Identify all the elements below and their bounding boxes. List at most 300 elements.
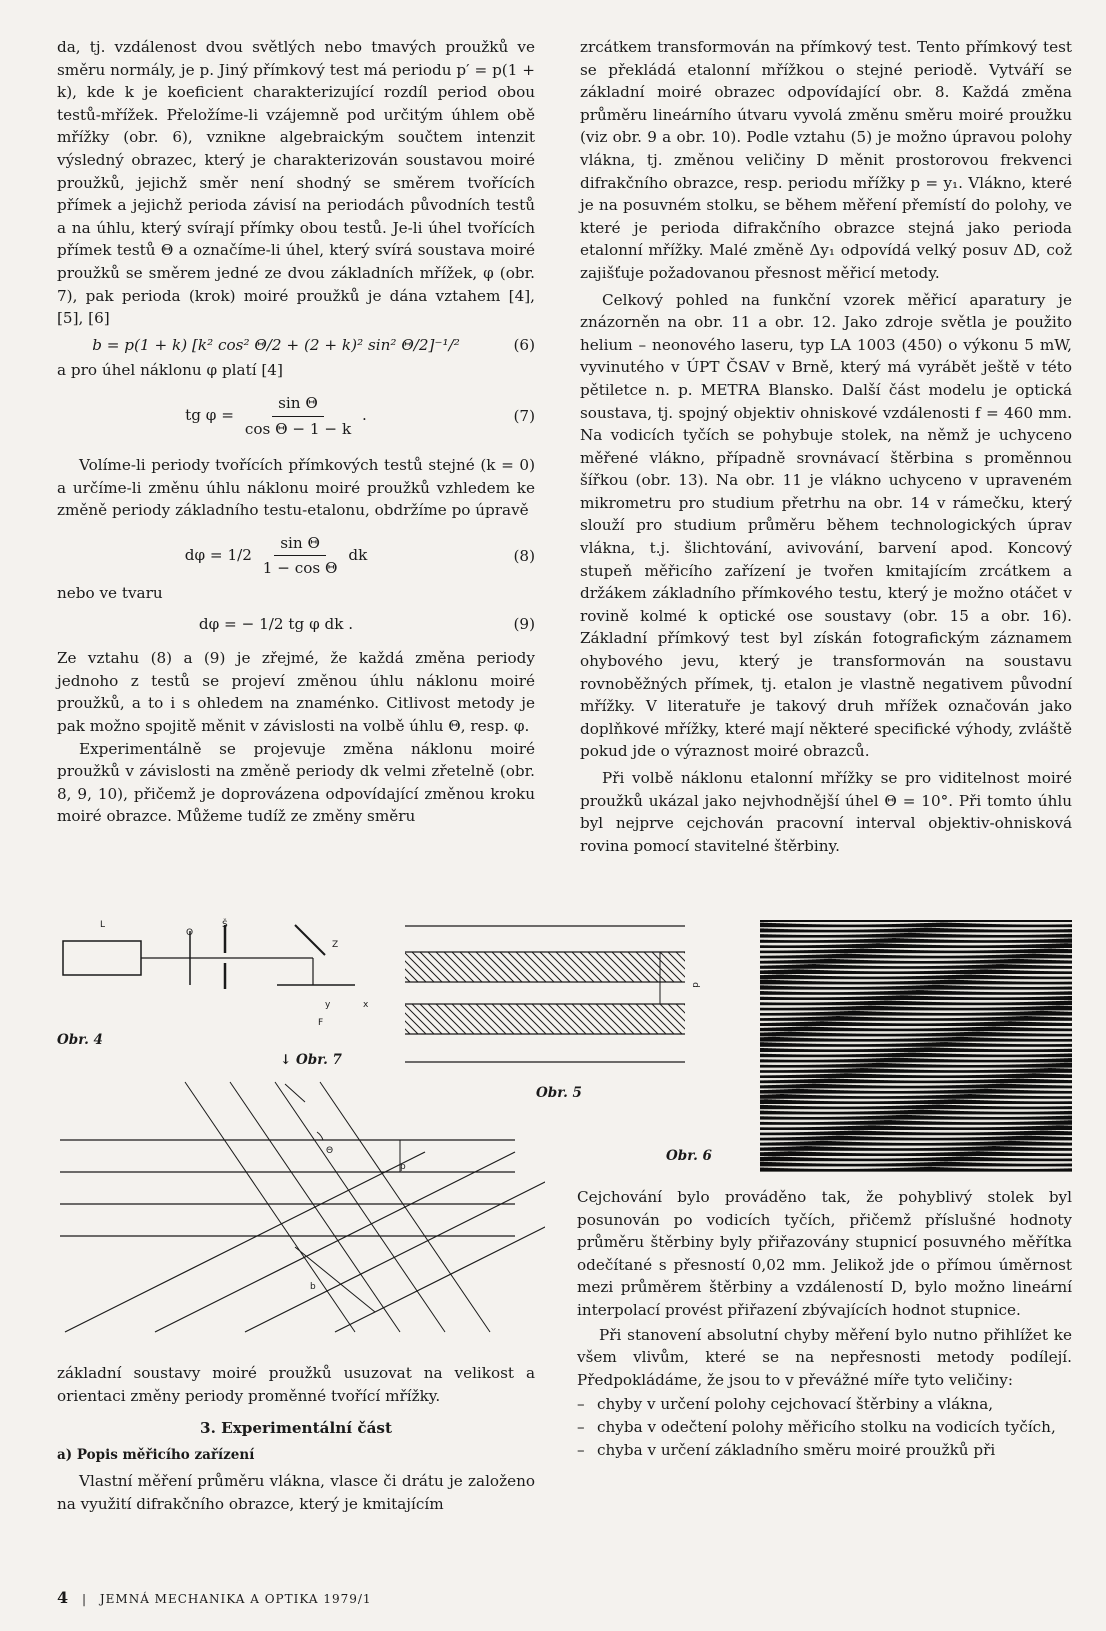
moire-line — [964, 1125, 968, 1128]
moire-line — [796, 938, 800, 941]
moire-line — [824, 964, 828, 965]
moire-line — [892, 1073, 896, 1075]
moire-line — [816, 1099, 820, 1101]
moire-line — [856, 1088, 860, 1090]
moire-line — [1020, 1042, 1024, 1045]
moire-line — [920, 1031, 924, 1033]
moire-line — [856, 984, 860, 987]
moire-line — [1040, 984, 1044, 987]
moire-line — [1068, 1130, 1072, 1131]
moire-line — [828, 1156, 832, 1158]
moire-line — [884, 1109, 888, 1111]
moire-line — [968, 1099, 972, 1100]
moire-line — [832, 1016, 836, 1017]
hatch-line — [476, 952, 506, 982]
moire-line — [924, 1010, 928, 1012]
moire-line — [824, 1073, 828, 1074]
moire-line — [864, 974, 868, 977]
moire-line — [952, 969, 956, 970]
moire-line — [884, 948, 888, 949]
moire-line — [1068, 1156, 1072, 1159]
moire-line — [912, 932, 916, 933]
hatch-line — [636, 1004, 666, 1034]
moire-line — [856, 958, 860, 959]
moire-line — [868, 1068, 872, 1069]
moire-line — [768, 1021, 772, 1023]
moire-line — [960, 964, 964, 966]
moire-line — [1040, 1031, 1044, 1033]
moire-line — [916, 958, 920, 961]
moire-line — [880, 984, 884, 986]
moire-line — [1060, 1114, 1064, 1115]
moire-line — [908, 1026, 912, 1029]
moire-line — [972, 1088, 976, 1089]
moire-line — [948, 948, 952, 951]
moire-line — [964, 922, 968, 923]
moire-line — [816, 1109, 820, 1112]
moire-line — [992, 1036, 996, 1038]
moire-line — [984, 1036, 988, 1037]
moire-line — [1048, 1031, 1052, 1033]
moire-line — [848, 1083, 852, 1085]
moire-line — [836, 1000, 840, 1002]
moire-line — [988, 1125, 992, 1127]
moire-line — [828, 1042, 832, 1044]
moire-line — [848, 1036, 852, 1039]
moire-line — [972, 1166, 976, 1168]
moire-line — [772, 938, 776, 940]
moire-line — [816, 1016, 820, 1017]
moire-line — [820, 990, 824, 993]
moire-line — [824, 974, 828, 976]
moire-line — [1060, 1042, 1064, 1044]
moire-line — [856, 1021, 860, 1023]
moire-line — [780, 979, 784, 980]
moire-line — [936, 1151, 940, 1153]
moire-line — [1048, 1005, 1052, 1006]
moire-line — [1048, 927, 1052, 929]
moire-line — [1012, 1016, 1016, 1017]
moire-line — [1012, 984, 1016, 987]
moire-line — [940, 984, 944, 985]
moire-line — [888, 1094, 892, 1097]
moire-line — [856, 1026, 860, 1028]
moire-line — [848, 1057, 852, 1059]
moire-line — [964, 1083, 968, 1085]
moire-line — [796, 1005, 800, 1007]
moire-line — [920, 1166, 924, 1167]
moire-line — [876, 948, 880, 949]
moire-line — [1012, 927, 1016, 930]
moire-line — [1048, 1109, 1052, 1111]
moire-line — [1064, 1031, 1068, 1034]
moire-line — [832, 1125, 836, 1127]
moire-line — [908, 1109, 912, 1110]
moire-line — [980, 1010, 984, 1012]
moire-line — [888, 1130, 892, 1132]
moire-line — [884, 1021, 888, 1023]
moire-line — [992, 1088, 996, 1089]
moire-line — [968, 1161, 972, 1162]
moire-line — [896, 958, 900, 960]
moire-line — [1028, 1010, 1032, 1011]
moire-line — [892, 1161, 896, 1163]
moire-line — [836, 1088, 840, 1090]
moire-line — [764, 1135, 768, 1137]
moire-line — [816, 922, 820, 924]
moire-line — [916, 1161, 920, 1162]
moire-line — [788, 1156, 792, 1157]
moire-line — [1024, 1130, 1028, 1131]
moire-line — [820, 1151, 824, 1153]
moire-line — [768, 1005, 772, 1008]
moire-line — [1012, 1161, 1016, 1163]
moire-line — [868, 984, 872, 986]
moire-line — [852, 1114, 856, 1116]
moire-line — [1000, 1052, 1004, 1055]
moire-line — [1008, 958, 1012, 959]
moire-line — [912, 1094, 916, 1096]
moire-line — [908, 1135, 912, 1137]
moire-line — [964, 1104, 968, 1105]
moire-line — [960, 1146, 964, 1148]
moire-line — [932, 1057, 936, 1059]
moire-line — [836, 1099, 840, 1101]
moire-line — [780, 1031, 784, 1032]
moire-line — [976, 938, 980, 941]
moire-line — [844, 1031, 848, 1033]
moire-line — [1060, 964, 1064, 966]
moire-line — [1008, 1166, 1012, 1169]
moire-line — [936, 1125, 940, 1127]
moire-line — [812, 1146, 816, 1147]
moire-line — [1048, 932, 1052, 934]
moire-line — [892, 958, 896, 960]
moire-line — [864, 1099, 868, 1102]
moire-line — [928, 1036, 932, 1037]
moire-line — [976, 922, 980, 924]
moire-line — [856, 1057, 860, 1059]
moire-line — [848, 984, 852, 987]
moire-line — [900, 990, 904, 991]
moire-line — [836, 1021, 840, 1022]
moire-line — [936, 969, 940, 971]
moire-line — [808, 1104, 812, 1106]
moire-line — [856, 1114, 860, 1116]
moire-line — [1056, 1047, 1060, 1049]
moire-line — [1064, 974, 1068, 977]
moire-line — [788, 1026, 792, 1027]
moire-line — [996, 1083, 1000, 1084]
moire-line — [1056, 974, 1060, 977]
hatch-line — [556, 1004, 586, 1034]
moire-line — [968, 927, 972, 929]
moire-line — [932, 1010, 936, 1013]
moire-line — [844, 1099, 848, 1102]
moire-line — [1068, 1140, 1072, 1142]
moire-line — [1020, 1130, 1024, 1131]
moire-line — [1056, 1021, 1060, 1023]
moire-line — [776, 953, 780, 955]
hatch-line — [652, 952, 682, 982]
moire-line — [1000, 1146, 1004, 1147]
moire-line — [968, 922, 972, 923]
moire-line — [872, 938, 876, 939]
moire-line — [980, 974, 984, 975]
moire-line — [1052, 932, 1056, 934]
moire-line — [832, 1114, 836, 1116]
moire-line — [816, 953, 820, 954]
moire-line — [1052, 1099, 1056, 1102]
moire-line — [884, 927, 888, 929]
moire-line — [1060, 979, 1064, 982]
moire-line — [940, 1140, 944, 1142]
moire-line — [796, 1099, 800, 1101]
moire-line — [868, 1151, 872, 1154]
moire-line — [784, 1130, 788, 1132]
moire-line — [772, 1005, 776, 1008]
moire-line — [808, 958, 812, 959]
moire-line — [880, 1073, 884, 1075]
moire-line — [924, 1151, 928, 1153]
moire-line — [800, 1104, 804, 1106]
moire-line — [1004, 984, 1008, 986]
moire-line — [1008, 1125, 1012, 1127]
moire-line — [888, 948, 892, 949]
moire-line — [788, 932, 792, 934]
moire-line — [1056, 1104, 1060, 1106]
moire-line — [812, 1005, 816, 1007]
moire-line — [776, 1151, 780, 1152]
moire-line — [948, 1166, 952, 1167]
moire-line — [1056, 1109, 1060, 1111]
moire-line — [760, 984, 764, 985]
moire-line — [944, 1099, 948, 1100]
moire-line — [916, 1057, 920, 1058]
moire-line — [1004, 1120, 1008, 1122]
moire-line — [916, 1088, 920, 1090]
moire-line — [868, 1120, 872, 1121]
moire-line — [1048, 995, 1052, 997]
moire-line — [800, 1094, 804, 1095]
moire-line — [924, 1005, 928, 1007]
moire-line — [760, 1161, 764, 1162]
hatch-line — [420, 952, 450, 982]
moire-line — [808, 984, 812, 986]
moire-line — [1052, 995, 1056, 997]
moire-line — [768, 1078, 772, 1080]
moire-line — [1020, 1005, 1024, 1007]
moire-line — [800, 1078, 804, 1079]
moire-line — [864, 969, 868, 971]
moire-line — [768, 1083, 772, 1085]
moire-line — [980, 984, 984, 986]
moire-line — [984, 1156, 988, 1157]
hatch-line — [652, 1004, 682, 1034]
moire-line — [1064, 1120, 1068, 1121]
moire-line — [860, 1104, 864, 1106]
moire-line — [824, 1161, 828, 1163]
moire-line — [828, 1120, 832, 1122]
moire-line — [912, 1031, 916, 1033]
moire-line — [932, 1062, 936, 1064]
moire-line — [804, 1052, 808, 1055]
fig4-caption: Obr. 4 — [57, 1032, 103, 1048]
moire-line — [928, 958, 932, 961]
moire-line — [764, 1047, 768, 1048]
moire-line — [1020, 969, 1024, 971]
moire-line — [856, 1036, 860, 1039]
moire-line — [956, 1135, 960, 1137]
moire-line — [788, 995, 792, 997]
moire-line — [1036, 1073, 1040, 1074]
moire-line — [1048, 1151, 1052, 1153]
moire-line — [796, 1114, 800, 1117]
moire-line — [772, 990, 776, 992]
moire-line — [1068, 1016, 1072, 1018]
moire-line — [920, 969, 924, 971]
moire-line — [764, 1120, 768, 1122]
moire-line — [1012, 1068, 1016, 1070]
moire-line — [812, 1073, 816, 1075]
moire-line — [816, 943, 820, 945]
moire-line — [788, 969, 792, 970]
moire-line — [780, 1042, 784, 1043]
moire-line — [784, 1062, 788, 1065]
moire-line — [828, 1125, 832, 1127]
moire-line — [776, 1156, 780, 1157]
moire-line — [960, 1021, 964, 1023]
moire-line — [780, 990, 784, 992]
moire-line — [900, 948, 904, 950]
moire-line — [944, 1151, 948, 1153]
moire-line — [804, 948, 808, 950]
moire-line — [952, 1047, 956, 1048]
moire-line — [1064, 979, 1068, 981]
moire-line — [944, 1088, 948, 1090]
hatch-line — [492, 1004, 522, 1034]
moire-line — [1004, 1005, 1008, 1007]
moire-line — [1032, 1135, 1036, 1136]
moire-line — [964, 1047, 968, 1049]
moire-line — [980, 1031, 984, 1032]
moire-line — [828, 1146, 832, 1147]
moire-line — [896, 969, 900, 972]
moire-line — [872, 1161, 876, 1163]
moire-line — [988, 1047, 992, 1049]
moire-line — [1024, 1104, 1028, 1107]
moire-line — [1024, 1000, 1028, 1002]
moire-line — [976, 932, 980, 934]
moire-line — [1028, 1140, 1032, 1141]
moire-line — [1052, 1146, 1056, 1148]
moire-line — [832, 1031, 836, 1033]
moire-line — [768, 1161, 772, 1162]
moire-line — [992, 995, 996, 998]
moire-line — [960, 1000, 964, 1002]
moire-line — [1044, 1021, 1048, 1023]
moire-line — [932, 1161, 936, 1162]
moire-line — [820, 1052, 824, 1055]
moire-line — [964, 1052, 968, 1054]
moire-line — [968, 1125, 972, 1128]
moire-line — [800, 1088, 804, 1089]
moire-line — [884, 1161, 888, 1163]
moire-line — [760, 1026, 764, 1028]
moire-line — [1064, 958, 1068, 960]
moire-line — [944, 1156, 948, 1157]
moire-line — [792, 1156, 796, 1157]
moire-line — [916, 1166, 920, 1167]
moire-line — [800, 1036, 804, 1037]
moire-line — [900, 1151, 904, 1154]
hatch-line — [620, 1004, 650, 1034]
moire-line — [936, 1161, 940, 1162]
moire-line — [844, 1010, 848, 1011]
moire-line — [768, 1042, 772, 1043]
moire-line — [804, 1130, 808, 1132]
moire-line — [1000, 1156, 1004, 1158]
moire-line — [840, 1125, 844, 1126]
moire-line — [904, 1052, 908, 1053]
moire-line — [1060, 1057, 1064, 1058]
moire-line — [928, 1161, 932, 1162]
moire-line — [788, 1140, 792, 1142]
moire-line — [956, 1140, 960, 1142]
moire-line — [796, 1140, 800, 1141]
moire-line — [840, 1021, 844, 1022]
moire-line — [1012, 1166, 1016, 1169]
moire-line — [868, 1073, 872, 1074]
moire-line — [924, 1125, 928, 1127]
moire-line — [848, 1130, 852, 1131]
moire-line — [980, 948, 984, 950]
moire-line — [1008, 1062, 1012, 1064]
moire-line — [848, 938, 852, 940]
moire-line — [1044, 922, 1048, 925]
moire-line — [872, 1068, 876, 1069]
moire-line — [1016, 953, 1020, 954]
moire-line — [964, 1146, 968, 1147]
moire-line — [928, 1021, 932, 1024]
moire-line — [1056, 1156, 1060, 1159]
moire-line — [856, 1031, 860, 1033]
moire-line — [1048, 938, 1052, 940]
moire-line — [940, 1021, 944, 1023]
moire-line — [852, 1109, 856, 1111]
moire-line — [928, 1140, 932, 1143]
moire-line — [796, 1083, 800, 1084]
moire-line — [876, 1005, 880, 1006]
moire-line — [1012, 1151, 1016, 1153]
moire-line — [804, 1140, 808, 1141]
moire-line — [876, 1104, 880, 1106]
moire-line — [1024, 1099, 1028, 1101]
moire-line — [916, 1068, 920, 1070]
moire-line — [812, 1078, 816, 1079]
moire-line — [824, 1078, 828, 1079]
moire-line — [968, 995, 972, 997]
moire-line — [800, 1047, 804, 1049]
moire-line — [1020, 1104, 1024, 1107]
moire-line — [880, 1114, 884, 1115]
hatch-line — [572, 952, 602, 982]
moire-line — [788, 974, 792, 975]
moire-line — [1028, 969, 1032, 971]
moire-line — [828, 1140, 832, 1141]
moire-line — [956, 1156, 960, 1157]
moire-line — [916, 1104, 920, 1105]
